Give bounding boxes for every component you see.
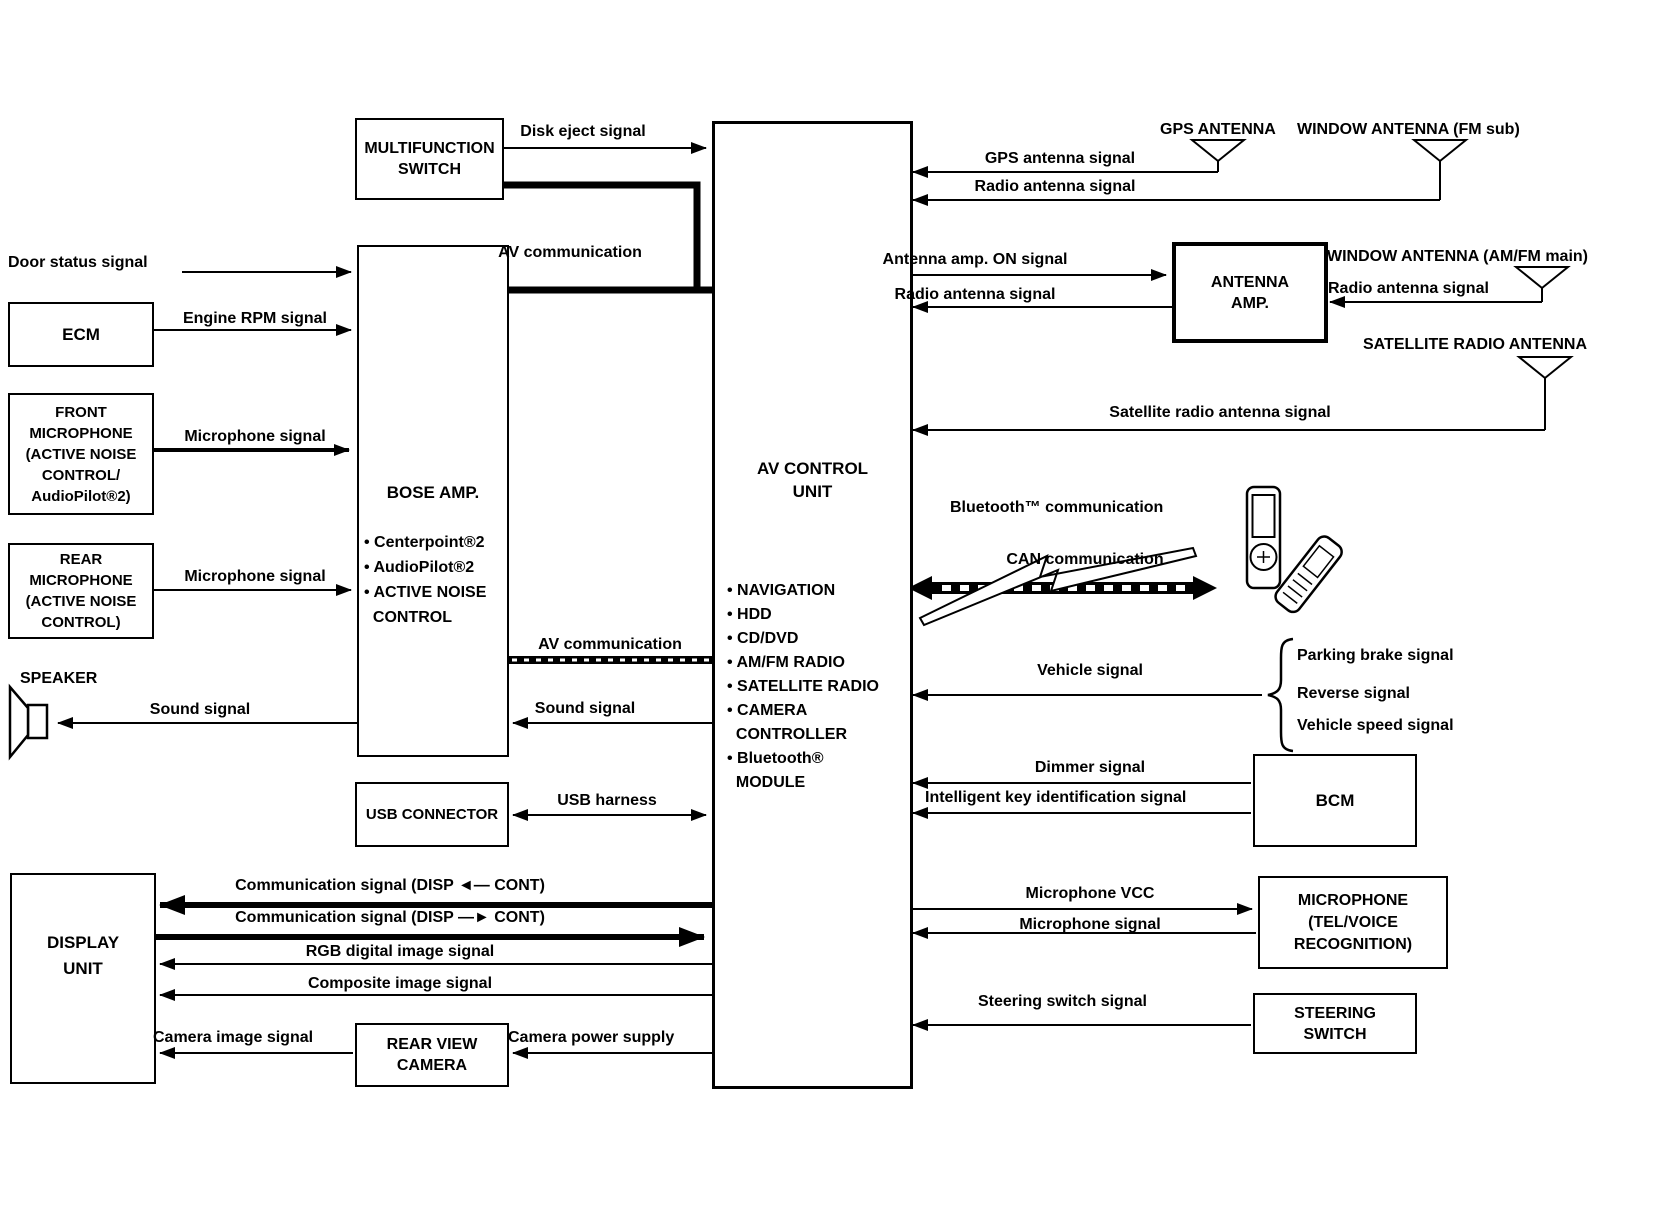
bose-amp-feature-list: • Centerpoint®2 • AudioPilot®2 • ACTIVE NOISE CONTROL: [364, 534, 487, 626]
av-communication-top-label: AV communication: [498, 244, 642, 261]
door-status-label: Door status signal: [8, 254, 148, 271]
antenna-amp-label: ANTENNA AMP.: [1210, 273, 1290, 312]
window-am-fm-main-label: WINDOW ANTENNA (AM/FM main): [1327, 248, 1588, 265]
rear-microphone-box: [8, 543, 154, 639]
gps-antenna-icon: [1192, 140, 1244, 161]
multifunction-switch-label: MULTIFUNCTION SWITCH: [364, 140, 495, 178]
av-control-unit-feature-list: • NAVIGATION • HDD • CD/DVD • AM/FM RADIO • SATELLITE RADIO • CAMERA CONTROLLER • Bluetooth® MODULE: [727, 582, 879, 791]
rear-view-camera-label: REAR VIEW CAMERA: [386, 1036, 478, 1074]
media-player-icon: [1247, 487, 1280, 588]
sound-left-label: Sound signal: [149, 701, 251, 718]
radio-fm-sub-label: Radio antenna signal: [974, 178, 1136, 195]
bose-amp-box: [357, 245, 509, 757]
rear-view-camera-box: [355, 1023, 509, 1087]
camera-image-label: Camera image signal: [153, 1029, 314, 1046]
steering-signal-label: Steering switch signal: [978, 993, 1147, 1010]
disk-eject-label: Disk eject signal: [520, 123, 646, 140]
usb-connector-box: [355, 782, 509, 847]
microphone-tel-signal-label: Microphone signal: [1019, 916, 1161, 933]
av-communication-bottom-label: AV communication: [538, 636, 682, 653]
antenna-amp-on-label: Antenna amp. ON signal: [882, 251, 1068, 268]
vehicle-speed-label: Vehicle speed signal: [1297, 717, 1454, 734]
usb-harness-label: USB harness: [557, 792, 657, 809]
bcm-box: [1253, 754, 1417, 847]
av-control-unit-title: AV CONTROL UNIT: [756, 459, 869, 501]
front-microphone-box: [8, 393, 154, 515]
rgb-image-label: RGB digital image signal: [305, 943, 495, 960]
microphone-tel-box: [1258, 876, 1448, 969]
rear-mic-signal-label: Microphone signal: [184, 568, 326, 585]
engine-rpm-label: Engine RPM signal: [182, 310, 327, 327]
microphone-vcc-label: Microphone VCC: [1025, 885, 1155, 902]
speaker-icon: [10, 687, 47, 757]
gps-antenna-label: GPS ANTENNA: [1160, 121, 1276, 138]
ecm-box: [8, 302, 154, 367]
av-communication-top-line: [502, 185, 712, 290]
microphone-tel-label: MICROPHONE (TEL/VOICE RECOGNITION): [1293, 891, 1413, 953]
front-microphone-label: FRONT MICROPHONE (ACTIVE NOISE CONTROL/ AudioPilot®2): [25, 403, 137, 505]
front-mic-signal-label: Microphone signal: [184, 428, 326, 445]
satellite-antenna-icon: [1519, 357, 1571, 378]
phone-icon: [1272, 533, 1345, 615]
satellite-antenna-label: SATELLITE RADIO ANTENNA: [1363, 336, 1587, 353]
gps-signal-label: GPS antenna signal: [984, 150, 1136, 167]
speaker-label: SPEAKER: [20, 670, 98, 687]
radio-amp-label: Radio antenna signal: [894, 286, 1056, 303]
bose-amp-title: BOSE AMP.: [386, 483, 480, 502]
usb-connector-label: USB CONNECTOR: [365, 806, 499, 823]
steering-switch-box: [1253, 993, 1417, 1054]
sound-center-label: Sound signal: [534, 700, 636, 717]
composite-image-label: Composite image signal: [307, 975, 493, 992]
radio-main-label: Radio antenna signal: [1328, 280, 1489, 297]
can-communication-label: CAN communication: [1006, 551, 1164, 568]
bluetooth-communication-label: Bluetooth™ communication: [950, 499, 1164, 516]
bcm-label: BCM: [1315, 791, 1355, 810]
ecm-label: ECM: [62, 325, 100, 344]
vehicle-signal-label: Vehicle signal: [1037, 662, 1143, 679]
reverse-signal-label: Reverse signal: [1297, 685, 1410, 702]
steering-switch-label: STEERING SWITCH: [1294, 1004, 1376, 1043]
comm-disp-to-cont-label: Communication signal (DISP —► CONT): [235, 909, 545, 926]
dimmer-label: Dimmer signal: [1034, 759, 1146, 776]
rear-microphone-label: REAR MICROPHONE (ACTIVE NOISE CONTROL): [25, 551, 137, 631]
antenna-amp-box: [1172, 242, 1328, 343]
window-fm-sub-label: WINDOW ANTENNA (FM sub): [1297, 121, 1520, 138]
camera-power-label: Camera power supply: [508, 1029, 675, 1046]
multifunction-switch-box: [355, 118, 504, 200]
display-unit-label: DISPLAY UNIT: [46, 933, 120, 978]
am-fm-main-antenna-icon: [1516, 267, 1568, 288]
intelligent-key-label: Intelligent key identification signal: [925, 789, 1187, 806]
fm-sub-antenna-icon: [1414, 140, 1466, 161]
satellite-signal-label: Satellite radio antenna signal: [1109, 404, 1331, 421]
comm-disp-from-cont-label: Communication signal (DISP ◄— CONT): [235, 877, 545, 894]
parking-brake-label: Parking brake signal: [1297, 647, 1454, 664]
curly-brace-icon: [1268, 639, 1293, 751]
display-unit-box: [10, 873, 156, 1084]
